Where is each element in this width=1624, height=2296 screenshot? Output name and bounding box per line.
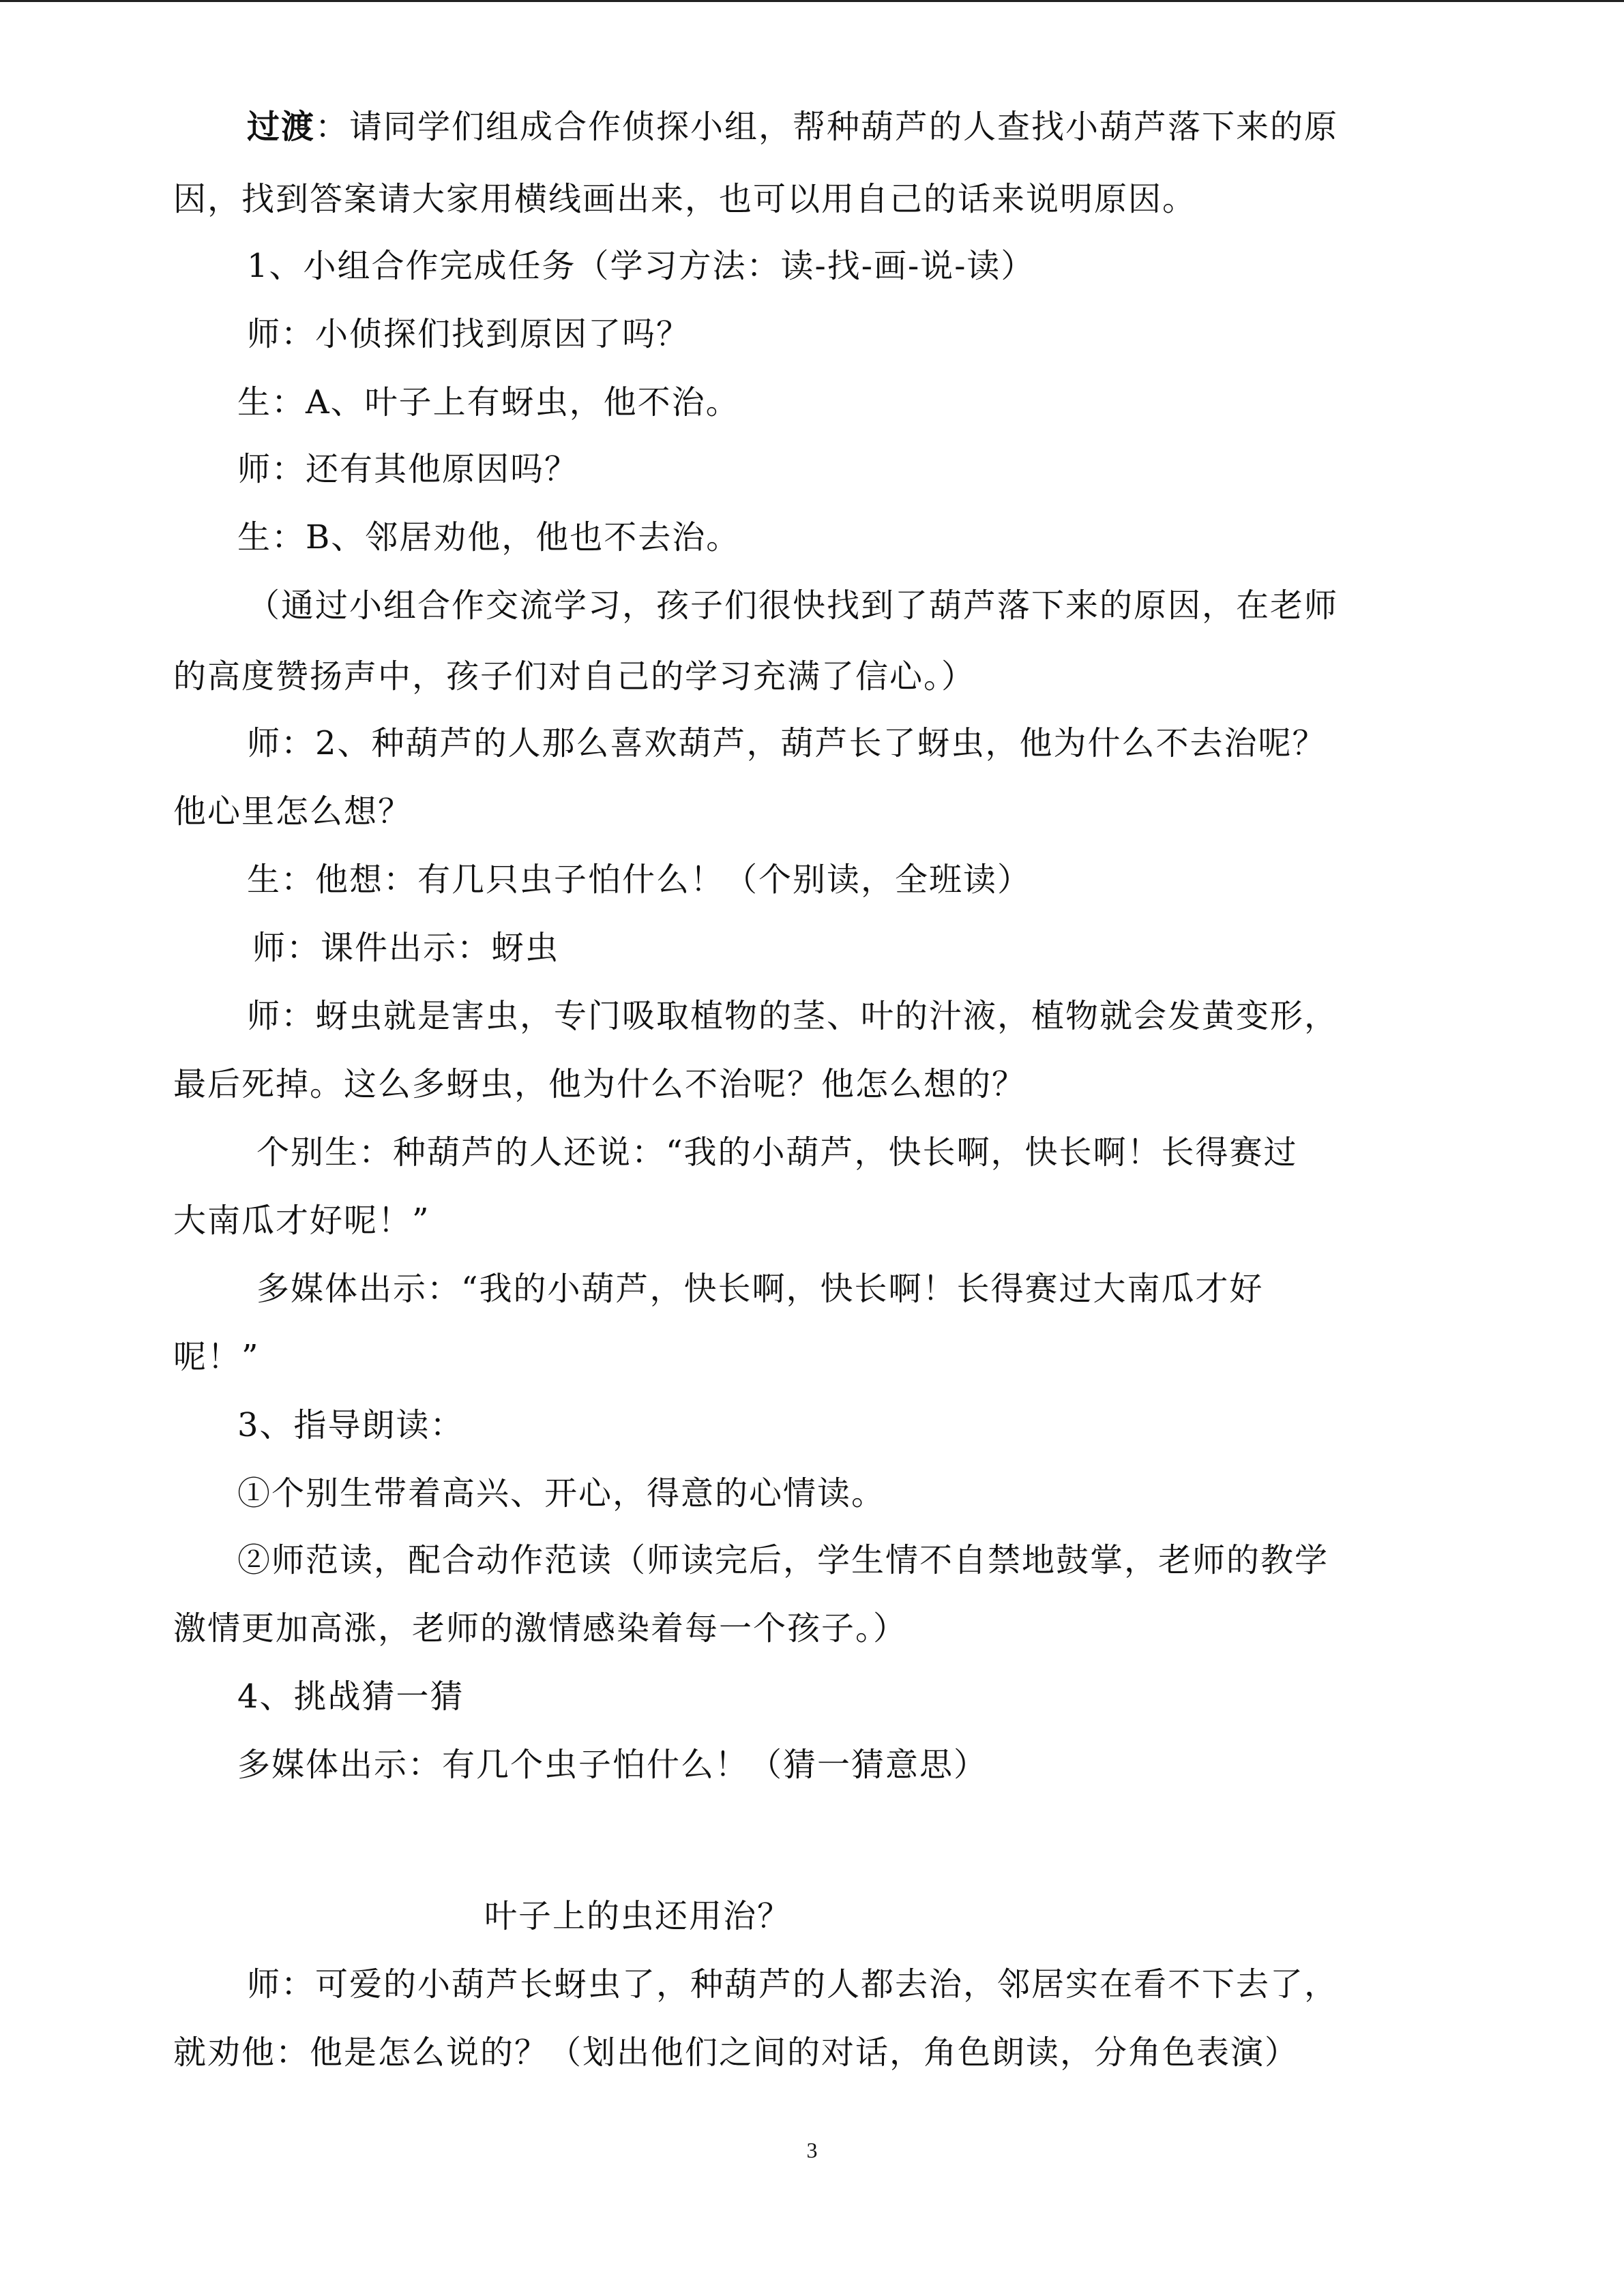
paragraph-line-17 — [173, 1200, 430, 1241]
line-text: 生：他想：有几只虫子怕什么！（个别读，全班读） — [247, 861, 1032, 899]
paragraph-line-28 — [173, 2032, 1299, 2073]
line-text: 就劝他：他是怎么说的？（划出他们之间的对话，角色朗读，分角色表演） — [173, 2033, 1299, 2072]
line-text: ：请同学们组成合作侦探小组，帮种葫芦的人查找小葫芦落下来的原 — [315, 108, 1339, 146]
line-text: 叶子上的虫还用治？ — [484, 1897, 792, 1935]
paragraph-line-11 — [173, 791, 412, 832]
line-text: 师：可爱的小葫芦长蚜虫了，种葫芦的人都去治，邻居实在看不下去了， — [247, 1965, 1339, 2003]
line-text: 的高度赞扬声中，孩子们对自己的学习充满了信心。） — [173, 657, 976, 696]
paragraph-line-3 — [247, 245, 1035, 286]
line-text: 师：蚜虫就是害虫，专门吸取植物的茎、叶的汁液，植物就会发黄变形， — [247, 997, 1339, 1035]
paragraph-line-21 — [237, 1473, 885, 1514]
line-text: 生：A、叶子上有蚜虫，他不治。 — [237, 383, 740, 421]
paragraph-line-22 — [237, 1540, 1329, 1581]
paragraph-line-8 — [247, 585, 1338, 626]
paragraph-line-16 — [256, 1132, 1298, 1173]
paragraph-line-14 — [247, 996, 1338, 1037]
line-text: ②师范读，配合动作范读（师读完后，学生情不自禁地鼓掌，老师的教学 — [237, 1541, 1329, 1579]
paragraph-line-20 — [237, 1405, 464, 1446]
line-text: 他心里怎么想？ — [173, 792, 413, 831]
line-text: 激情更加高涨，老师的激情感染着每一个孩子。） — [173, 1609, 908, 1648]
line-text: 因，找到答案请大家用横线画出来，也可以用自己的话来说明原因。 — [173, 180, 1197, 218]
centered-question-line — [484, 1896, 791, 1937]
paragraph-line-2 — [173, 179, 1196, 220]
line-text: 多媒体出示：“我的小葫芦，快长啊，快长啊！长得赛过大南瓜才好 — [256, 1270, 1264, 1308]
line-text: 师：还有其他原因吗？ — [237, 450, 579, 488]
paragraph-line-15 — [173, 1064, 1026, 1105]
line-text: 大南瓜才好呢！” — [173, 1202, 430, 1240]
paragraph-line-19 — [173, 1337, 260, 1377]
paragraph-line-27 — [247, 1964, 1338, 2005]
paragraph-line-10 — [247, 723, 1327, 764]
line-text: 师：课件出示：蚜虫 — [252, 929, 560, 967]
paragraph-line-23 — [173, 1608, 907, 1649]
line-text: （通过小组合作交流学习，孩子们很快找到了葫芦落下来的原因，在老师 — [247, 586, 1339, 625]
paragraph-line-25 — [237, 1744, 988, 1785]
paragraph-line-9 — [173, 656, 975, 697]
transition-label: 过渡 — [247, 108, 316, 146]
paragraph-line-1 — [247, 106, 1338, 147]
line-text: 生：B、邻居劝他，他也不去治。 — [237, 518, 741, 556]
line-text: 师：2、种葫芦的人那么喜欢葫芦，葫芦长了蚜虫，他为什么不去治呢？ — [247, 724, 1327, 762]
line-text: 最后死掉。这么多蚜虫，他为什么不治呢？他怎么想的？ — [173, 1065, 1027, 1103]
line-text: ①个别生带着高兴、开心，得意的心情读。 — [237, 1474, 886, 1512]
line-text: 1、小组合作完成任务（学习方法：读-找-画-说-读） — [247, 247, 1035, 285]
line-text: 4、挑战猜一猜 — [237, 1678, 464, 1716]
paragraph-line-13 — [252, 927, 559, 968]
paragraph-line-6 — [237, 449, 578, 490]
paragraph-line-18 — [256, 1268, 1264, 1309]
paragraph-line-4 — [247, 314, 690, 355]
line-text: 呢！” — [173, 1338, 260, 1376]
paragraph-line-5 — [237, 382, 740, 423]
paragraph-line-7 — [237, 517, 740, 558]
paragraph-line-12 — [247, 859, 1031, 900]
line-text: 3、指导朗读： — [237, 1406, 464, 1444]
line-text: 师：小侦探们找到原因了吗？ — [247, 315, 691, 353]
page-number: 3 — [806, 2138, 818, 2162]
line-text: 多媒体出示：有几个虫子怕什么！（猜一猜意思） — [237, 1746, 988, 1784]
line-text: 个别生：种葫芦的人还说：“我的小葫芦，快长啊，快长啊！长得赛过 — [256, 1133, 1298, 1172]
paragraph-line-24 — [237, 1676, 464, 1717]
